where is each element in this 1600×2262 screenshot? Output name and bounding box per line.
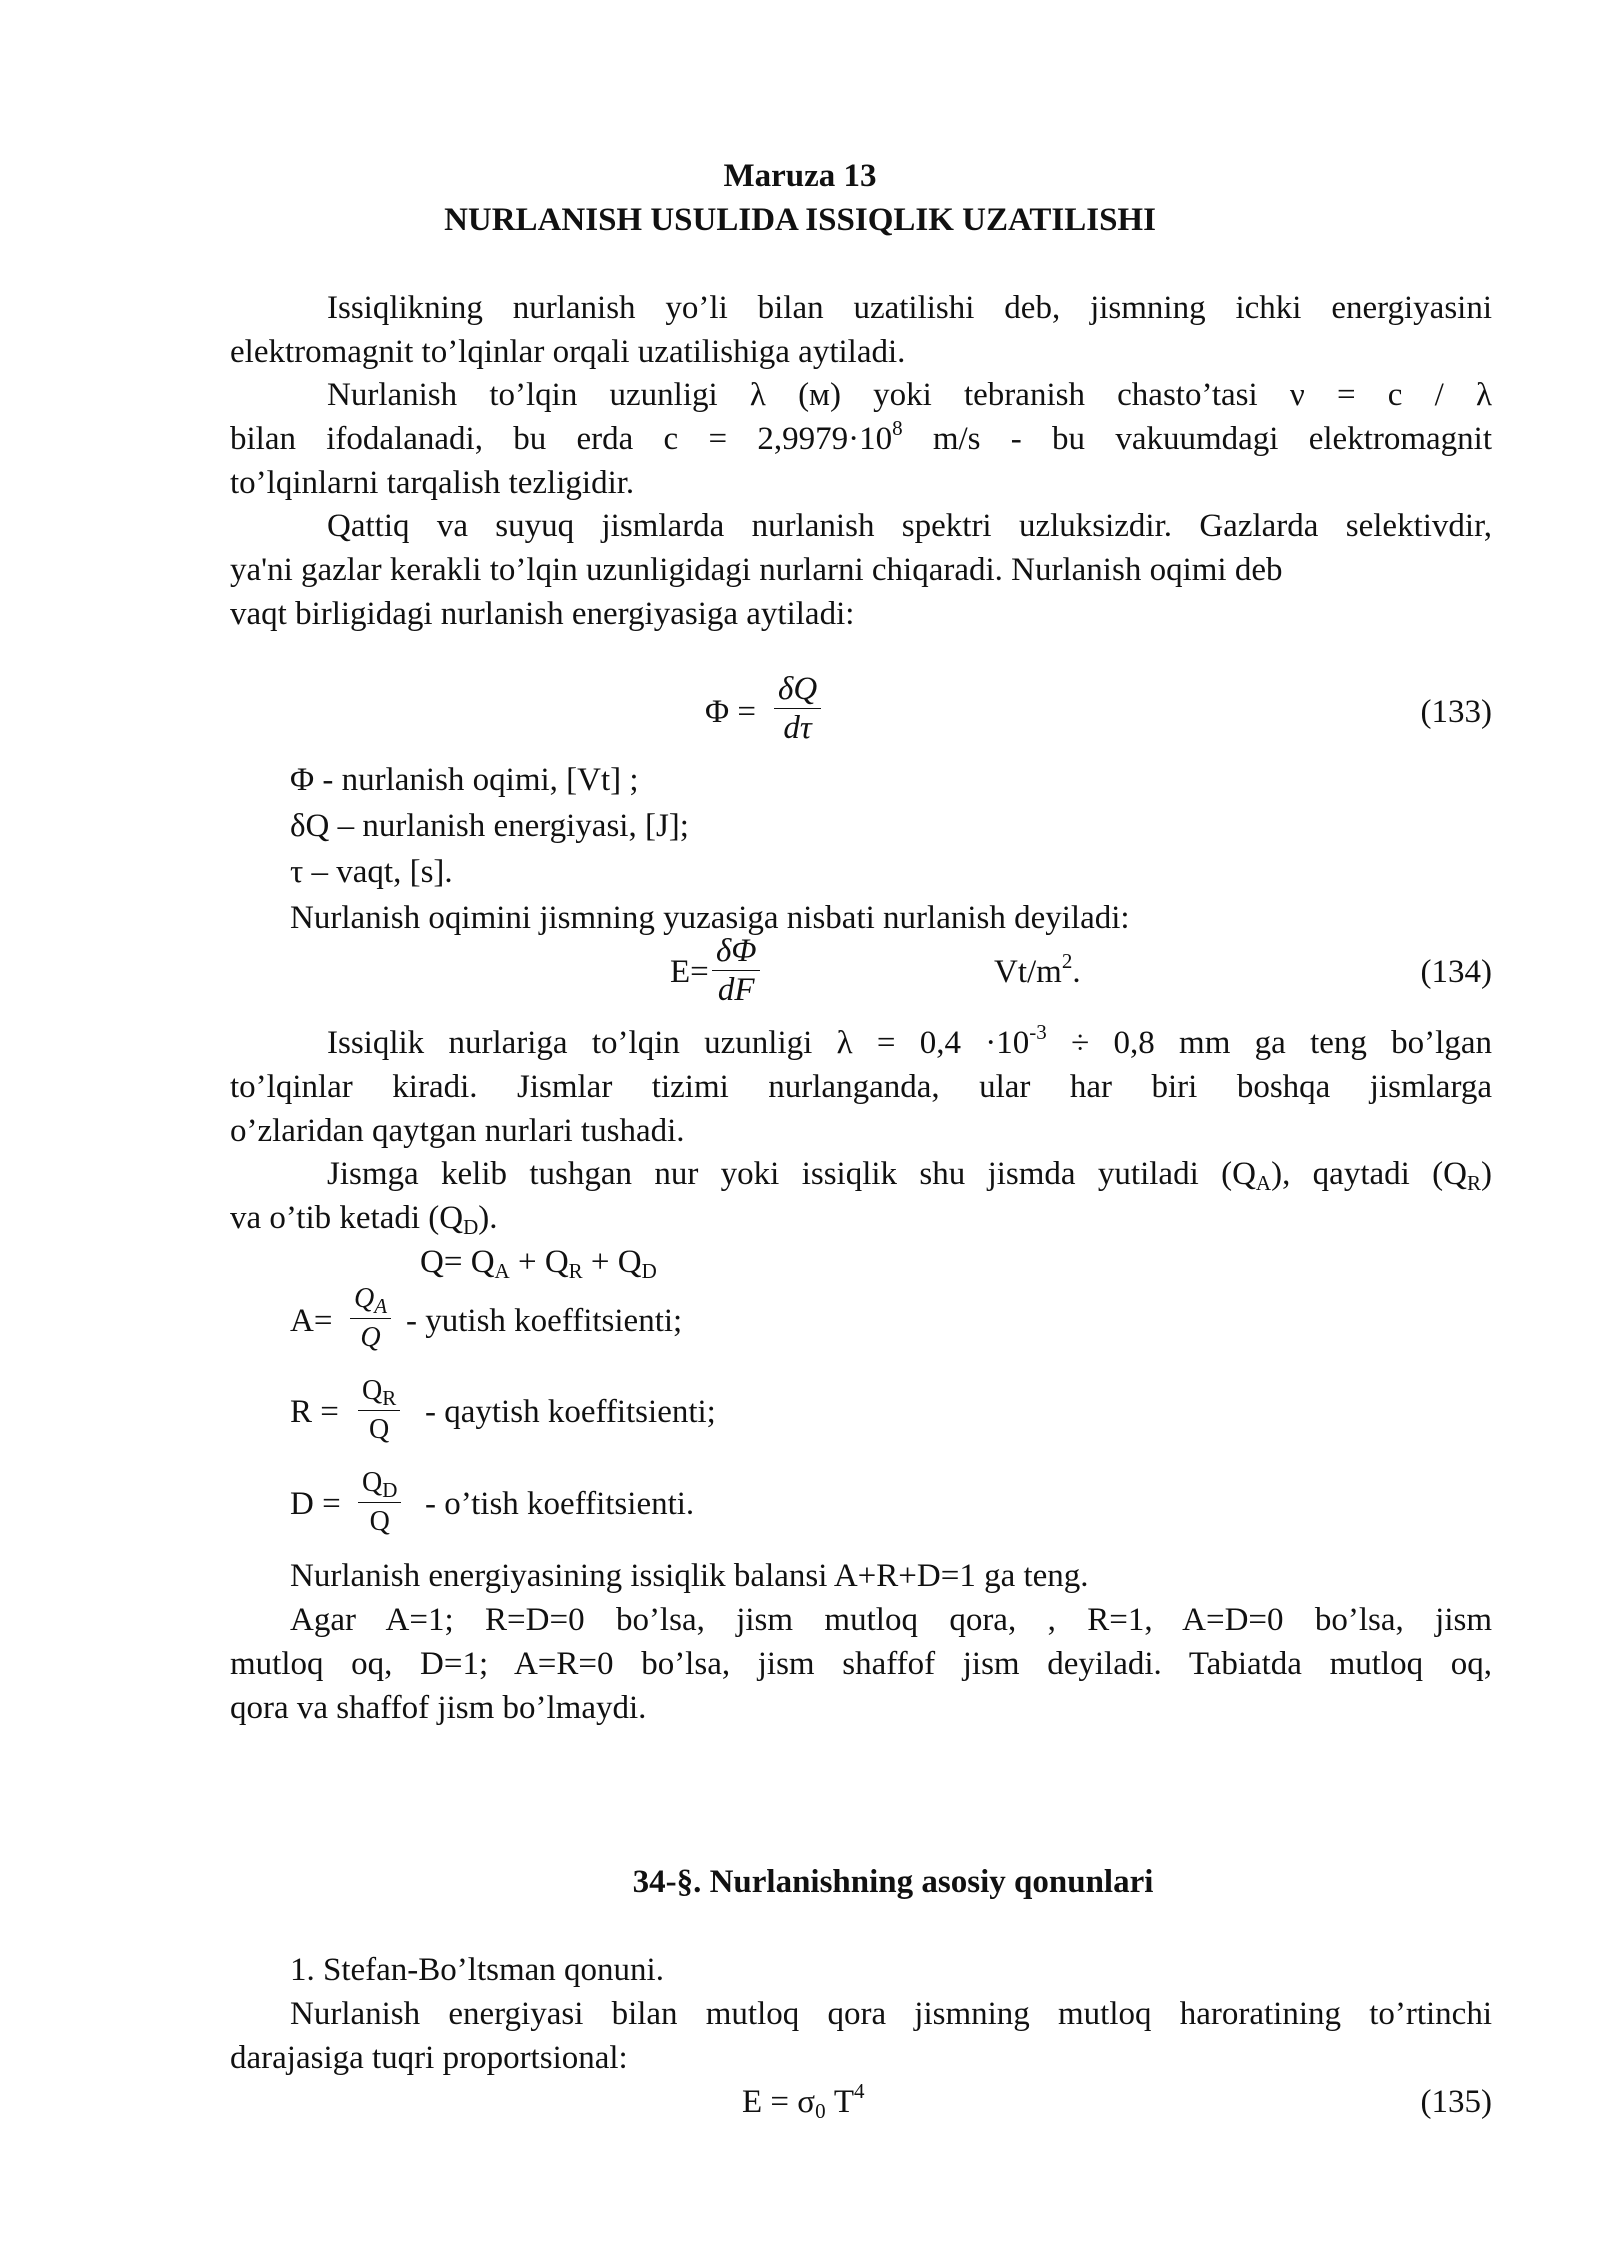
eq135-number: (135) bbox=[1420, 2084, 1492, 2120]
coefR-fraction bbox=[358, 1372, 400, 1449]
eq134-number: (134) bbox=[1420, 954, 1492, 990]
paragraph-1-line-2: elektromagnit to’lqinlar orqali uzatilishiga aytiladi. bbox=[230, 334, 906, 370]
coefD-lhs: D = bbox=[290, 1486, 341, 1522]
coefD-denominator: Q bbox=[369, 1506, 390, 1537]
paragraph-6-line-3: qora va shaffof jism bo’lmaydi. bbox=[230, 1690, 647, 1726]
heat-sum-equation: $Q= Q_A + Q_R + Q_D$ bbox=[420, 1244, 657, 1283]
paragraph-2-line-2: bilan ifodalanadi, bu erda $c = 2,9979\cdot 10^8$ m/s - bu vakuumdagi elektromagnit bbox=[230, 416, 1492, 457]
paragraph-6-line-2: mutloq oq, D=1; A=R=0 bo’lsa, jism shaffof jism deyiladi. Tabiatda mutloq oq, bbox=[230, 1646, 1492, 1682]
eq134-lhs: E= bbox=[670, 954, 709, 990]
paragraph-7-line-1: Nurlanish energiyasi bilan mutloq qora jismning mutloq haroratining to’rtinchi bbox=[290, 1996, 1492, 2032]
paragraph-3-line-2: ya'ni gazlar kerakli to’lqin uzunligidagi nurlarni chiqaradi. Nurlanish oqimi deb bbox=[230, 552, 1283, 588]
coefA-lhs: A= bbox=[290, 1303, 333, 1339]
coefR-numerator: $Q_R$ bbox=[358, 1372, 400, 1411]
eq133-number: (133) bbox=[1420, 694, 1492, 730]
paragraph-2-line-1: Nurlanish to’lqin uzunligi λ (м) yoki tebranish chasto’tasi ν = c / λ bbox=[327, 377, 1492, 413]
section-heading: 34-§. Nurlanishning asosiy qonunlari bbox=[632, 1864, 1154, 1900]
definition-energy: δQ – nurlanish energiyasi, [J]; bbox=[290, 808, 689, 844]
paragraph-5-line-1: Jismga kelib tushgan nur yoki issiqlik shu jismda yutiladi $(Q_A)$, qaytadi $(Q_R)$ bbox=[327, 1156, 1492, 1195]
coefR-lhs: R = bbox=[290, 1394, 339, 1430]
paragraph-3-line-1: Qattiq va suyuq jismlarda nurlanish spektri uzluksizdir. Gazlarda selektivdir, bbox=[327, 508, 1492, 544]
paragraph-4-line-1: Issiqlik nurlariga to’lqin uzunligi $\lambda = 0,4 \cdot 10^{-3} \div 0,8$ mm ga teng bo’lgan bbox=[327, 1020, 1492, 1061]
eq135: $E = \sigma_0$ $T^4$ bbox=[742, 2079, 865, 2123]
eq134-fraction bbox=[712, 932, 760, 1009]
lecture-subtitle: NURLANISH USULIDA ISSIQLIK UZATILISHI bbox=[444, 202, 1156, 238]
coefD-description: - o’tish koeffitsienti. bbox=[425, 1486, 695, 1522]
coefA-fraction bbox=[350, 1280, 391, 1357]
definition-irradiance: Nurlanish oqimini jismning yuzasiga nisbati nurlanish deyiladi: bbox=[290, 900, 1130, 936]
eq134-numerator: δΦ bbox=[712, 932, 760, 971]
eq133-denominator: dτ bbox=[783, 710, 812, 746]
coefD-numerator: $Q_D$ bbox=[358, 1464, 401, 1503]
coefA-numerator: $Q_A$ bbox=[350, 1280, 391, 1319]
eq133-fraction bbox=[774, 670, 821, 747]
heat-balance: Nurlanish energiyasining issiqlik balansi A+R+D=1 ga teng. bbox=[290, 1558, 1089, 1594]
lecture-title: Maruza 13 bbox=[723, 158, 877, 194]
coefD-fraction bbox=[358, 1464, 401, 1541]
paragraph-4-line-3: o’zlaridan qaytgan nurlari tushadi. bbox=[230, 1113, 685, 1149]
eq134-denominator: dF bbox=[717, 972, 755, 1008]
coefA-description: - yutish koeffitsienti; bbox=[406, 1303, 683, 1339]
paragraph-1-line-1: Issiqlikning nurlanish yo’li bilan uzatilishi deb, jismning ichki energiyasini bbox=[327, 290, 1492, 326]
eq133-lhs: Φ = bbox=[705, 694, 756, 730]
coefR-denominator: Q bbox=[369, 1414, 390, 1445]
law-1-title: 1. Stefan-Bo’ltsman qonuni. bbox=[290, 1952, 664, 1988]
paragraph-4-line-2: to’lqinlar kiradi. Jismlar tizimi nurlanganda, ular har biri boshqa jismlarga bbox=[230, 1069, 1492, 1105]
coefA-denominator: Q bbox=[360, 1322, 381, 1353]
definition-flux: Φ - nurlanish oqimi, [Vt] ; bbox=[290, 762, 639, 798]
paragraph-7-line-2: darajasiga tuqri proportsional: bbox=[230, 2040, 628, 2076]
definition-time: τ – vaqt, [s]. bbox=[290, 854, 453, 890]
paragraph-2-line-3: to’lqinlarni tarqalish tezligidir. bbox=[230, 465, 635, 501]
paragraph-3-line-3: vaqt birligidagi nurlanish energiyasiga aytiladi: bbox=[230, 596, 855, 632]
eq133-numerator: δQ bbox=[774, 670, 821, 709]
coefR-description: - qaytish koeffitsienti; bbox=[425, 1394, 716, 1430]
paragraph-5-line-2: va o’tib ketadi $(Q_D)$. bbox=[230, 1200, 498, 1239]
paragraph-6-line-1: Agar A=1; R=D=0 bo’lsa, jism mutloq qora, , R=1, A=D=0 bo’lsa, jism bbox=[290, 1602, 1492, 1638]
eq134-unit: $Vt/m^2$. bbox=[994, 949, 1081, 990]
